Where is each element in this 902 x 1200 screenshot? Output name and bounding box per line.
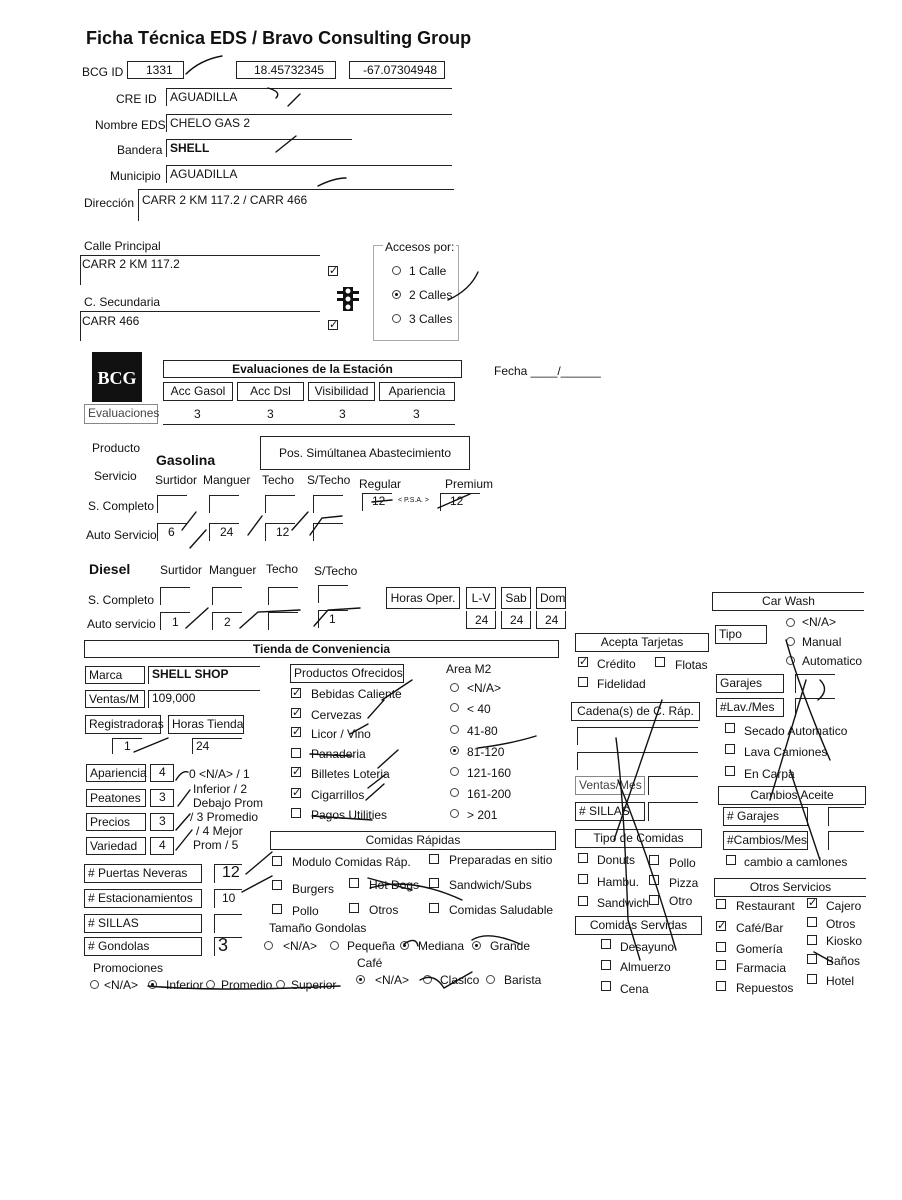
carwash-lav-label: #Lav./Mes xyxy=(716,698,784,717)
direccion-value: CARR 2 KM 117.2 / CARR 466 xyxy=(142,193,308,207)
gas-sc-techo-field[interactable] xyxy=(265,495,295,513)
tipo-donuts-checkbox[interactable] xyxy=(578,853,588,863)
dsl-as-techo-field[interactable] xyxy=(268,612,298,630)
horas-col-dom: Dom xyxy=(536,587,566,609)
carwash-secado-label: Secado Automatico xyxy=(744,724,848,738)
pos-simultanea-box: Pos. Simúltanea Abastecimiento xyxy=(260,436,470,470)
tipo-hambu-checkbox[interactable] xyxy=(578,874,588,884)
servidas-almuerzo-checkbox[interactable] xyxy=(601,960,611,970)
nombre-eds-value: CHELO GAS 2 xyxy=(170,116,251,130)
calle-principal-label: Calle Principal xyxy=(84,239,161,253)
gas-psa-label: < P.S.A. > xyxy=(398,497,430,504)
otros-kiosko-checkbox[interactable] xyxy=(807,935,817,945)
prod-billetes-label: Billetes Loteria xyxy=(311,767,390,781)
prod-panaderia-checkbox[interactable] xyxy=(291,748,301,758)
calle-secundaria-checkbox[interactable]: ✓ xyxy=(329,319,339,331)
tam-na-label: <N/A> xyxy=(283,939,318,953)
municipio-value: AGUADILLA xyxy=(170,167,238,181)
carwash-title: Car Wash xyxy=(712,592,864,611)
gas-as-s-techo-field[interactable] xyxy=(313,523,343,541)
accesos-label: Accesos por: xyxy=(385,240,455,254)
scale-2: Debajo Prom xyxy=(193,796,264,810)
tipo-otro-label: Otro xyxy=(669,894,693,908)
comidas-preparadas-label: Preparadas en sitio xyxy=(449,853,553,867)
comidas-hotdogs-checkbox[interactable] xyxy=(349,878,359,888)
dsl-as-surtidor-value: 1 xyxy=(172,615,179,629)
tipo-pizza-checkbox[interactable] xyxy=(649,875,659,885)
latitude-value: 18.45732345 xyxy=(254,63,325,77)
otros-gomeria-checkbox[interactable] xyxy=(716,942,726,952)
puertas-neveras-label: # Puertas Neveras xyxy=(84,864,202,883)
otros-servicios-title: Otros Servicios xyxy=(714,878,866,897)
peatones-label: Peatones xyxy=(86,789,146,807)
variedad-value: 4 xyxy=(159,838,166,852)
registradoras-value: 1 xyxy=(124,739,131,753)
comidas-servidas-title: Comidas Servidas xyxy=(575,916,702,935)
tarjetas-sillas-label: # SILLAS xyxy=(575,802,645,821)
tipo-sandwich-checkbox[interactable] xyxy=(578,896,588,906)
comidas-preparadas-checkbox[interactable] xyxy=(429,854,439,864)
gas-sc-surtidor-field[interactable] xyxy=(157,495,187,513)
otros-repuestos-checkbox[interactable] xyxy=(716,981,726,991)
tipo-pollo-label: Pollo xyxy=(669,856,696,870)
tamano-gondolas-title: Tamaño Gondolas xyxy=(269,921,367,935)
tienda-sillas-field[interactable] xyxy=(214,914,242,933)
tipo-sandwich-label: Sandwich xyxy=(597,896,650,910)
gasolina-title: Gasolina xyxy=(156,452,216,468)
estacionamientos-value: 10 xyxy=(222,891,236,905)
prod-bebidas-label: Bebidas Caliente xyxy=(311,687,402,701)
accesos-2-calles-label: 2 Calles xyxy=(409,288,453,302)
otros-repuestos-label: Repuestos xyxy=(736,981,794,995)
carwash-camiones-label: Lava Camiones xyxy=(744,745,828,759)
comidas-sandwich-checkbox[interactable] xyxy=(429,878,439,888)
otros-otros-label: Otros xyxy=(826,917,856,931)
carwash-camiones-checkbox[interactable] xyxy=(725,744,735,754)
carwash-garajes-label: Garajes xyxy=(716,674,784,693)
dsl-sc-surtidor-field[interactable] xyxy=(160,587,190,605)
prod-billetes-checkbox[interactable]: ✓ xyxy=(292,766,302,778)
tarjetas-ventas-field[interactable] xyxy=(648,776,698,795)
gondolas-label: # Gondolas xyxy=(84,937,202,956)
otros-farmacia-label: Farmacia xyxy=(736,961,787,975)
comidas-burgers-label: Burgers xyxy=(292,882,335,896)
flotas-label: Flotas xyxy=(675,658,708,672)
eval-col-acc-dsl: Acc Dsl xyxy=(237,382,304,401)
carwash-tipo-label: Tipo xyxy=(715,625,767,644)
comidas-modulo-label: Modulo Comidas Ráp. xyxy=(292,855,411,869)
gas-col-premium: Premium xyxy=(445,477,494,491)
area-161-200-radio[interactable] xyxy=(450,788,459,797)
cambios-mes-field[interactable] xyxy=(828,831,864,850)
gas-col-s-techo: S/Techo xyxy=(307,473,351,487)
traffic-light-icon xyxy=(337,287,359,311)
registradoras-label: Registradoras xyxy=(85,715,161,734)
calle-secundaria-value: CARR 466 xyxy=(82,314,140,328)
gas-s-completo-label: S. Completo xyxy=(88,499,155,513)
comidas-hotdogs-label: Hot Dogs xyxy=(369,878,420,892)
horas-dom-value: 24 xyxy=(545,613,559,627)
cafe-clasico-label: Clasico xyxy=(440,973,480,987)
promo-promedio-radio[interactable] xyxy=(206,980,215,989)
tipo-donuts-label: Donuts xyxy=(597,853,636,867)
tipo-hambu-label: Hambu. xyxy=(597,875,640,889)
cambio-camiones-checkbox[interactable] xyxy=(726,855,736,865)
bandera-label: Bandera xyxy=(117,143,163,157)
tipo-pollo-checkbox[interactable] xyxy=(649,855,659,865)
cafe-clasico-radio[interactable] xyxy=(423,975,432,984)
promo-superior-label: Superior xyxy=(291,978,337,992)
horas-col-lv: L-V xyxy=(466,587,496,609)
area-lt40-label: < 40 xyxy=(467,702,491,716)
prod-licor-checkbox[interactable]: ✓ xyxy=(292,726,302,738)
direccion-label: Dirección xyxy=(84,196,135,210)
puertas-neveras-value: 12 xyxy=(222,864,240,881)
area-161-200-label: 161-200 xyxy=(467,787,512,801)
accesos-1-calle-label: 1 Calle xyxy=(409,264,447,278)
prod-cigarrillos-label: Cigarrillos xyxy=(311,788,365,802)
servidas-cena-label: Cena xyxy=(620,982,649,996)
dsl-s-completo-label: S. Completo xyxy=(88,593,155,607)
tienda-sillas-label: # SILLAS xyxy=(84,914,202,933)
carwash-auto-label: Automatico xyxy=(802,654,863,668)
cafe-title: Café xyxy=(357,956,383,970)
otros-otros-checkbox[interactable] xyxy=(807,917,817,927)
comidas-modulo-checkbox[interactable] xyxy=(272,856,282,866)
calle-principal-checkbox[interactable]: ✓ xyxy=(329,265,339,277)
carwash-na-label: <N/A> xyxy=(802,615,837,629)
tam-na-radio[interactable] xyxy=(264,941,273,950)
cambios-garajes-field[interactable] xyxy=(828,807,864,826)
gas-col-surtidor: Surtidor xyxy=(155,473,198,487)
gas-col-techo: Techo xyxy=(262,473,295,487)
dsl-col-manguer: Manguer xyxy=(209,563,257,577)
prod-cervezas-checkbox[interactable]: ✓ xyxy=(292,707,302,719)
bandera-value: SHELL xyxy=(170,141,210,155)
servidas-almuerzo-label: Almuerzo xyxy=(620,960,671,974)
cafe-na-radio[interactable] xyxy=(356,975,365,984)
carwash-secado-checkbox[interactable] xyxy=(725,723,735,733)
promo-na-label: <N/A> xyxy=(104,978,139,992)
calle-principal-value: CARR 2 KM 117.2 xyxy=(82,257,180,271)
cafe-barista-label: Barista xyxy=(504,973,542,987)
prod-panaderia-label: Panaderia xyxy=(311,747,366,761)
tam-mediana-radio[interactable] xyxy=(400,941,409,950)
comidas-otros-label: Otros xyxy=(369,903,399,917)
carwash-auto-radio[interactable] xyxy=(786,656,795,665)
otros-restaurant-label: Restaurant xyxy=(736,899,795,913)
apariencia-label: Apariencia xyxy=(86,764,146,782)
cadena-field-2[interactable] xyxy=(577,752,698,770)
scale-1: Inferior / 2 xyxy=(193,782,248,796)
area-na-radio[interactable] xyxy=(450,683,459,692)
eval-acc-dsl-value: 3 xyxy=(267,407,274,421)
longitude-value: -67.07304948 xyxy=(363,63,438,77)
dsl-as-s-techo-value: 1 xyxy=(329,612,336,626)
carwash-manual-label: Manual xyxy=(802,635,842,649)
precios-value: 3 xyxy=(159,814,166,828)
area-121-160-radio[interactable] xyxy=(450,767,459,776)
variedad-label: Variedad xyxy=(86,837,146,855)
otros-hotel-label: Hotel xyxy=(826,974,855,988)
producto-label: Producto xyxy=(92,441,141,455)
carwash-manual-radio[interactable] xyxy=(786,637,795,646)
dsl-as-manguer-value: 2 xyxy=(224,615,231,629)
horas-col-sab: Sab xyxy=(501,587,531,609)
gas-col-regular: Regular xyxy=(359,477,402,491)
gas-auto-servicio-label: Auto Servicio xyxy=(86,528,157,542)
comidas-otros-checkbox[interactable] xyxy=(349,903,359,913)
dsl-sc-techo-field[interactable] xyxy=(268,587,298,605)
servidas-desayuno-checkbox[interactable] xyxy=(601,939,611,949)
comidas-saludable-checkbox[interactable] xyxy=(429,903,439,913)
eval-col-visibilidad: Visibilidad xyxy=(308,382,375,401)
gas-sc-s-techo-field[interactable] xyxy=(313,495,343,513)
otros-hotel-checkbox[interactable] xyxy=(807,974,817,984)
cre-id-label: CRE ID xyxy=(116,92,157,106)
otros-cafebar-label: Café/Bar xyxy=(736,921,784,935)
municipio-label: Municipio xyxy=(110,169,161,183)
gondolas-value: 3 xyxy=(218,935,229,955)
comidas-burgers-checkbox[interactable] xyxy=(272,880,282,890)
tienda-title: Tienda de Conveniencia xyxy=(84,640,559,658)
gas-as-surtidor-value: 6 xyxy=(168,525,175,539)
bcg-id-label: BCG ID xyxy=(82,65,124,79)
area-gt201-label: > 201 xyxy=(467,808,498,822)
flotas-checkbox[interactable] xyxy=(655,657,665,667)
horas-lv-value: 24 xyxy=(475,613,489,627)
dsl-col-techo: Techo xyxy=(266,562,299,576)
accesos-2-calles-radio[interactable] xyxy=(392,290,401,299)
evaluaciones-title: Evaluaciones de la Estación xyxy=(163,360,462,378)
otros-kiosko-label: Kiosko xyxy=(826,934,863,948)
tipo-otro-checkbox[interactable] xyxy=(649,895,659,905)
eval-visibilidad-value: 3 xyxy=(339,407,346,421)
otros-banos-label: Baños xyxy=(826,954,861,968)
comidas-pollo-label: Pollo xyxy=(292,904,319,918)
promo-na-radio[interactable] xyxy=(90,980,99,989)
gas-as-techo-value: 12 xyxy=(276,525,290,539)
otros-cajero-label: Cajero xyxy=(826,899,862,913)
otros-cafebar-checkbox[interactable]: ✓ xyxy=(717,920,727,932)
tarjetas-title: Acepta Tarjetas xyxy=(575,633,709,652)
bcg-id-value: 1331 xyxy=(146,63,173,77)
otros-gomeria-label: Gomería xyxy=(736,942,783,956)
evaluaciones-button[interactable]: Evaluaciones xyxy=(84,404,158,424)
comidas-title: Comidas Rápidas xyxy=(270,831,556,850)
carwash-carpa-checkbox[interactable] xyxy=(725,766,735,776)
bcg-logo: BCG xyxy=(92,352,142,402)
diesel-title: Diesel xyxy=(89,561,131,577)
eval-acc-gasol-value: 3 xyxy=(194,407,201,421)
horas-tienda-value: 24 xyxy=(196,739,210,753)
area-81-120-radio[interactable] xyxy=(450,746,459,755)
prod-licor-label: Licor / Vino xyxy=(311,727,371,741)
scale-0: 0 <N/A> / 1 xyxy=(189,767,250,781)
prod-bebidas-checkbox[interactable]: ✓ xyxy=(292,687,302,699)
otros-restaurant-checkbox[interactable] xyxy=(716,899,726,909)
area-na-label: <N/A> xyxy=(467,681,502,695)
accesos-1-calle-radio[interactable] xyxy=(392,266,401,275)
dsl-col-s-techo: S/Techo xyxy=(314,564,358,578)
credito-label: Crédito xyxy=(597,657,636,671)
prod-cigarrillos-checkbox[interactable]: ✓ xyxy=(292,787,302,799)
dsl-col-surtidor: Surtidor xyxy=(160,563,203,577)
gas-sc-manguer-field[interactable] xyxy=(209,495,239,513)
gas-as-manguer-value: 24 xyxy=(220,525,234,539)
scale-5: Prom / 5 xyxy=(193,838,239,852)
tarjetas-ventas-label: Ventas/Mes xyxy=(575,776,645,795)
otros-cajero-checkbox[interactable]: ✓ xyxy=(808,897,818,909)
eval-apariencia-value: 3 xyxy=(413,407,420,421)
tarjetas-sillas-field[interactable] xyxy=(648,802,698,821)
dsl-auto-servicio-label: Auto servicio xyxy=(87,617,156,631)
dsl-sc-s-techo-field[interactable] xyxy=(318,585,348,603)
tam-grande-label: Grande xyxy=(490,939,531,953)
tam-pequena-radio[interactable] xyxy=(330,941,339,950)
carwash-carpa-label: En Carpa xyxy=(744,767,795,781)
promo-promedio-label: Promedio xyxy=(221,978,273,992)
servidas-cena-checkbox[interactable] xyxy=(601,981,611,991)
area-41-80-label: 41-80 xyxy=(467,724,498,738)
prod-pagos-checkbox[interactable] xyxy=(291,808,301,818)
prod-cervezas-label: Cervezas xyxy=(311,708,362,722)
cambio-camiones-label: cambio a camiones xyxy=(744,855,848,869)
peatones-value: 3 xyxy=(159,790,166,804)
scale-4: / 4 Mejor xyxy=(196,824,243,838)
comidas-sandwich-label: Sandwich/Subs xyxy=(449,878,532,892)
horas-sab-value: 24 xyxy=(510,613,524,627)
cafe-na-label: <N/A> xyxy=(375,973,410,987)
cadena-field-1[interactable] xyxy=(577,727,698,745)
nombre-eds-label: Nombre EDS xyxy=(95,118,166,132)
promo-superior-radio[interactable] xyxy=(276,980,285,989)
carwash-lav-field[interactable] xyxy=(795,698,835,717)
servicio-label: Servicio xyxy=(94,469,137,483)
tipo-comidas-title: Tipo de Comidas xyxy=(575,829,702,848)
horas-tienda-label: Horas Tienda xyxy=(168,715,244,734)
cambios-mes-label: #Cambios/Mes xyxy=(723,831,808,850)
servidas-desayuno-label: Desayuno xyxy=(620,940,675,954)
area-121-160-label: 121-160 xyxy=(467,766,512,780)
calle-secundaria-label: C. Secundaria xyxy=(84,295,161,309)
cadena-title: Cadena(s) de C. Ráp. xyxy=(571,702,700,721)
eval-col-acc-gasol: Acc Gasol xyxy=(163,382,233,401)
promociones-label: Promociones xyxy=(93,961,164,975)
page-title: Ficha Técnica EDS / Bravo Consulting Group xyxy=(86,28,472,48)
horas-oper-label: Horas Oper. xyxy=(386,587,460,609)
marca-label: Marca xyxy=(85,666,145,684)
fidelidad-checkbox[interactable] xyxy=(578,677,588,687)
otros-banos-checkbox[interactable] xyxy=(807,954,817,964)
prod-pagos-label: Pagos Utilities xyxy=(311,808,388,822)
carwash-na-radio[interactable] xyxy=(786,618,795,627)
credito-checkbox[interactable]: ✓ xyxy=(579,656,589,668)
area-lt40-radio[interactable] xyxy=(450,703,459,712)
gas-col-manguer: Manguer xyxy=(203,473,251,487)
area-41-80-radio[interactable] xyxy=(450,725,459,734)
cambios-aceite-title: Cambios Aceite xyxy=(718,786,866,805)
productos-title: Productos Ofrecidos xyxy=(290,664,404,683)
tipo-pizza-label: Pizza xyxy=(669,876,699,890)
tam-pequena-label: Pequeña xyxy=(347,939,396,953)
dsl-sc-manguer-field[interactable] xyxy=(212,587,242,605)
eval-divider xyxy=(163,424,455,425)
tam-mediana-label: Mediana xyxy=(418,939,465,953)
comidas-pollo-checkbox[interactable] xyxy=(272,904,282,914)
accesos-3-calles-radio[interactable] xyxy=(392,314,401,323)
cafe-barista-radio[interactable] xyxy=(486,975,495,984)
area-81-120-label: 81-120 xyxy=(467,745,505,759)
carwash-garajes-field[interactable] xyxy=(795,674,835,693)
ventas-label: Ventas/M xyxy=(85,690,145,708)
promo-inferior-label: Inferior xyxy=(166,978,204,992)
promo-inferior-radio[interactable] xyxy=(148,980,157,989)
cambios-garajes-label: # Garajes xyxy=(723,807,808,826)
area-gt201-radio[interactable] xyxy=(450,809,459,818)
area-title: Area M2 xyxy=(446,662,492,676)
scale-3: / 3 Promedio xyxy=(190,810,259,824)
tam-grande-radio[interactable] xyxy=(472,941,481,950)
otros-farmacia-checkbox[interactable] xyxy=(716,960,726,970)
eval-col-apariencia: Apariencia xyxy=(379,382,455,401)
precios-label: Precios xyxy=(86,813,146,831)
fidelidad-label: Fidelidad xyxy=(597,677,646,691)
gas-regular-value: 12 xyxy=(372,494,386,508)
fecha-label: Fecha ____/______ xyxy=(494,364,601,378)
apariencia-value: 4 xyxy=(159,765,166,779)
comidas-saludable-label: Comidas Saludable xyxy=(449,903,554,917)
marca-value: SHELL SHOP xyxy=(152,667,229,681)
estacionamientos-label: # Estacionamientos xyxy=(84,889,202,908)
ventas-value: 109,000 xyxy=(152,691,196,705)
cre-id-value: AGUADILLA xyxy=(170,90,238,104)
gas-premium-value: 12 xyxy=(450,494,464,508)
accesos-3-calles-label: 3 Calles xyxy=(409,312,453,326)
